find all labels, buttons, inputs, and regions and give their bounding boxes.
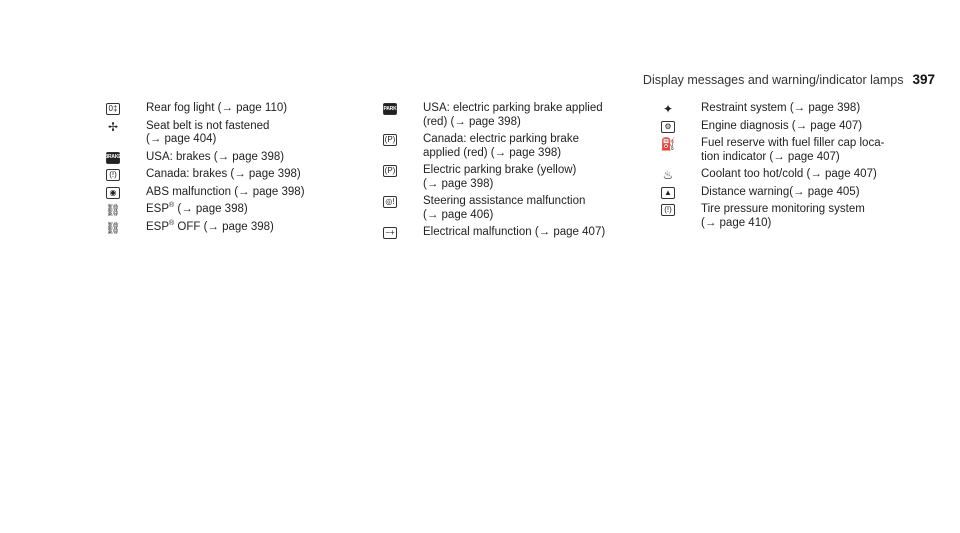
battery-icon: −+ (383, 227, 397, 239)
restraint-system-icon: ✦ (662, 102, 674, 116)
parking-brake-yellow-icon: (P) (384, 166, 396, 175)
tire-pressure-icon: (!) (661, 204, 675, 216)
list-item (661, 203, 911, 230)
entry-text: Restraint system (→ page 398) (701, 102, 861, 114)
steering-wheel-icon: ◎! (383, 196, 397, 208)
list-item (106, 102, 336, 116)
rear-fog-light-icon: 0‡ (106, 103, 120, 115)
entry-text: Seat belt is not fastened (146, 119, 270, 132)
list-item (661, 168, 911, 182)
coolant-temperature-icon: ♨ (662, 168, 674, 182)
list-item (383, 195, 633, 222)
entry-text: Engine diagnosis (→ page 407) (701, 119, 863, 132)
list-item (106, 168, 336, 182)
list-item (383, 226, 633, 240)
entry-text: Canada: brakes (→ page 398) (146, 168, 301, 180)
entry-text: ABS malfunction (→ page 398) (146, 185, 305, 198)
list-item (661, 137, 911, 164)
list-item (383, 102, 633, 129)
list-item (383, 133, 633, 160)
list-item (106, 151, 336, 165)
entry-text: Tire pressure monitoring system (701, 203, 865, 215)
list-item (106, 203, 336, 217)
list-item (106, 221, 336, 235)
engine-diagnosis-icon: ⚙ (661, 121, 675, 133)
entry-text: Electrical malfunction (→ page 407) (423, 226, 606, 238)
entry-text: Electric parking brake (yellow) (423, 164, 577, 176)
entry-text: applied (red) (→ page 398) (423, 146, 562, 159)
list-item (106, 120, 336, 147)
seat-belt-icon: ✢ (107, 119, 119, 134)
entry-text: tion indicator (→ page 407) (701, 150, 840, 163)
brake-icon: BRAKE (106, 152, 120, 164)
entry-text: Canada: electric parking brake (423, 133, 579, 145)
parking-brake-icon: (P) (384, 135, 396, 144)
entry-text: (→ page 410) (701, 216, 772, 229)
entry-text: ESP® (→ page 398) (146, 202, 248, 215)
entry-text: USA: electric parking brake applied (423, 102, 603, 114)
entry-text: USA: brakes (→ page 398) (146, 150, 285, 163)
brake-warning-icon: (!) (106, 169, 120, 181)
distance-warning-icon: ▲ (661, 187, 675, 199)
entry-text: Distance warning(→ page 405) (701, 185, 860, 198)
list-item (661, 120, 911, 134)
entry-text: (red) (→ page 398) (423, 115, 521, 128)
esp-icon: ⛓ (105, 203, 121, 217)
entry-text: (→ page 404) (146, 133, 217, 145)
page-header (643, 72, 935, 87)
entry-text: (→ page 398) (423, 177, 494, 190)
entry-text: Coolant too hot/cold (→ page 407) (701, 168, 877, 180)
list-item (106, 186, 336, 200)
page-number: 397 (912, 72, 935, 87)
entry-text: Fuel reserve with fuel filler cap loca- (701, 137, 885, 149)
abs-icon: ◉ (106, 187, 120, 199)
column-3 (661, 102, 911, 234)
section-title: Display messages and warning/indicator lamps (642, 73, 904, 87)
list-item (661, 186, 911, 200)
fuel-pump-icon: ⛽ (660, 137, 676, 151)
esp-off-icon: ⛓ (105, 220, 121, 235)
park-icon: PARK (383, 103, 397, 115)
column-1 (106, 102, 336, 238)
list-item (383, 164, 633, 191)
entry-text: ESP® OFF (→ page 398) (146, 219, 274, 233)
entry-text: Steering assistance malfunction (423, 195, 586, 207)
entry-text: (→ page 406) (423, 208, 494, 221)
entry-text: Rear fog light (→ page 110) (146, 102, 288, 114)
column-2 (383, 102, 633, 244)
list-item (661, 102, 911, 116)
